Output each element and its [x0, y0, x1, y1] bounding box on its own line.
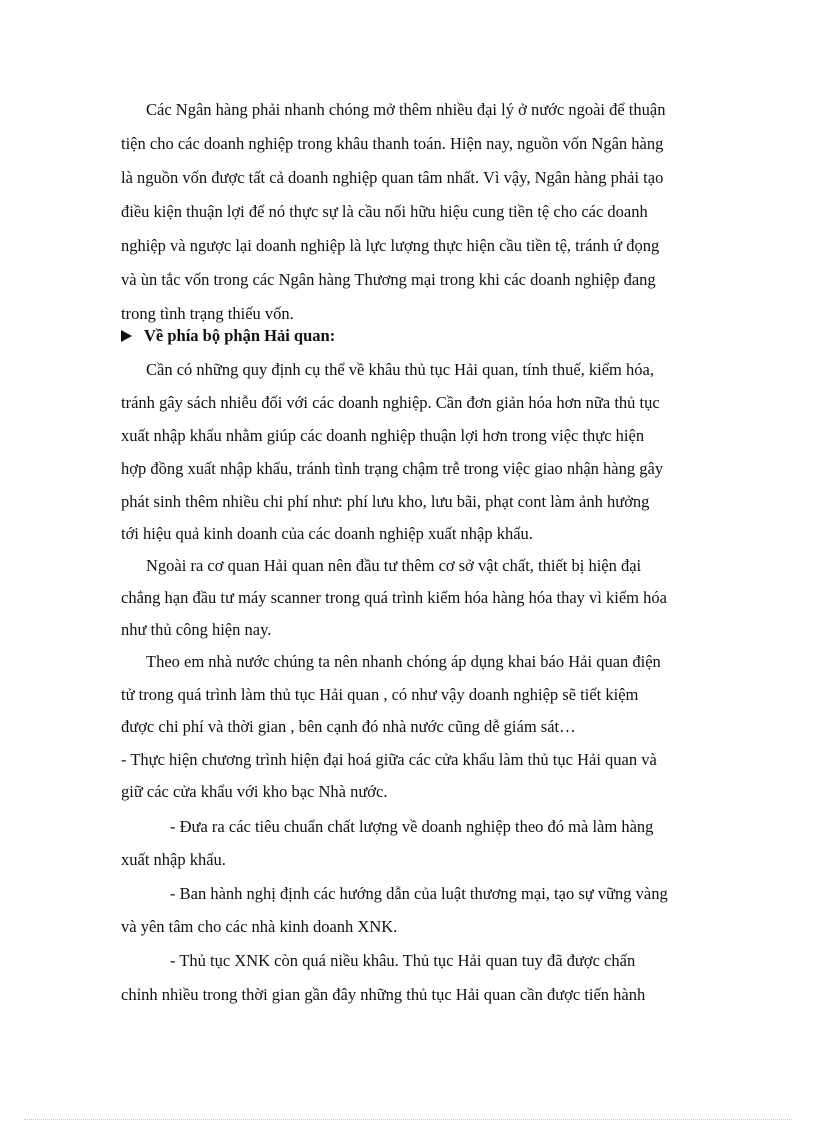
- text-line: - Ban hành nghị định các hướng dẫn của luật thương mại, tạo sự vững vàng: [170, 884, 668, 903]
- text-line: chẳng hạn đầu tư máy scanner trong quá trình kiểm hóa hàng hóa thay vì kiểm hóa: [121, 588, 667, 607]
- text-line: tới hiệu quả kinh doanh của các doanh nghiệp xuất nhập khẩu.: [121, 524, 533, 543]
- text-line: được chi phí và thời gian , bên cạnh đó nhà nước cũng dễ giám sát…: [121, 717, 576, 736]
- text-line: Ngoài ra cơ quan Hải quan nên đầu tư thêm cơ sở vật chất, thiết bị hiện đại: [146, 556, 642, 575]
- text-line: tử trong quá trình làm thủ tục Hải quan , có như vậy doanh nghiệp sẽ tiết kiệm: [121, 685, 639, 704]
- text-line: Cần có những quy định cụ thể về khâu thủ tục Hải quan, tính thuế, kiểm hóa,: [146, 360, 654, 379]
- text-line: xuất nhập khẩu nhằm giúp các doanh nghiệp thuận lợi hơn trong việc thực hiện: [121, 426, 645, 445]
- text-line: điều kiện thuận lợi để nó thực sự là cầu nối hữu hiệu cung tiền tệ cho các doanh: [121, 202, 648, 221]
- text-line: nghiệp và ngược lại doanh nghiệp là lực lượng thực hiện cầu tiền tệ, tránh ứ đọng: [121, 236, 660, 255]
- text-line: như thủ công hiện nay.: [121, 620, 272, 639]
- text-line: Các Ngân hàng phải nhanh chóng mở thêm nhiều đại lý ở nước ngoài để thuận: [146, 100, 666, 119]
- text-line: - Thực hiện chương trình hiện đại hoá giữa các cửa khẩu làm thủ tục Hải quan và: [121, 750, 657, 769]
- text-line: là nguồn vốn được tất cả doanh nghiệp quan tâm nhất. Vì vậy, Ngân hàng phải tạo: [121, 168, 664, 187]
- text-line: xuất nhập khẩu.: [121, 850, 226, 869]
- text-line: trong tình trạng thiếu vốn.: [121, 304, 294, 323]
- section-heading: Về phía bộ phận Hải quan:: [144, 326, 336, 345]
- text-line: - Đưa ra các tiêu chuẩn chất lượng về doanh nghiệp theo đó mà làm hàng: [170, 817, 654, 836]
- text-line: hợp đồng xuất nhập khẩu, tránh tình trạng chậm trễ trong việc giao nhận hàng gây: [121, 459, 664, 478]
- text-line: Theo em nhà nước chúng ta nên nhanh chóng áp dụng khai báo Hải quan điện: [146, 652, 661, 671]
- page-bottom-divider: [24, 1119, 792, 1120]
- text-line: và yên tâm cho các nhà kinh doanh XNK.: [121, 917, 398, 936]
- text-line: chỉnh nhiều trong thời gian gần đây những thủ tục Hải quan cần được tiến hành: [121, 985, 646, 1004]
- arrow-bullet-icon: [121, 330, 132, 342]
- text-line: - Thủ tục XNK còn quá niều khâu. Thủ tục Hải quan tuy đã được chấn: [170, 951, 636, 970]
- text-line: tránh gây sách nhiễu đối với các doanh nghiệp. Cần đơn giản hóa hơn nữa thủ tục: [121, 393, 660, 412]
- text-line: giữ các cửa khẩu với kho bạc Nhà nước.: [121, 782, 388, 801]
- text-line: tiện cho các doanh nghiệp trong khâu thanh toán. Hiện nay, nguồn vốn Ngân hàng: [121, 134, 664, 153]
- text-line: và ùn tắc vốn trong các Ngân hàng Thương mại trong khi các doanh nghiệp đang: [121, 270, 656, 289]
- text-line: phát sinh thêm nhiều chi phí như: phí lưu kho, lưu bãi, phạt cont làm ảnh hưởng: [121, 492, 650, 511]
